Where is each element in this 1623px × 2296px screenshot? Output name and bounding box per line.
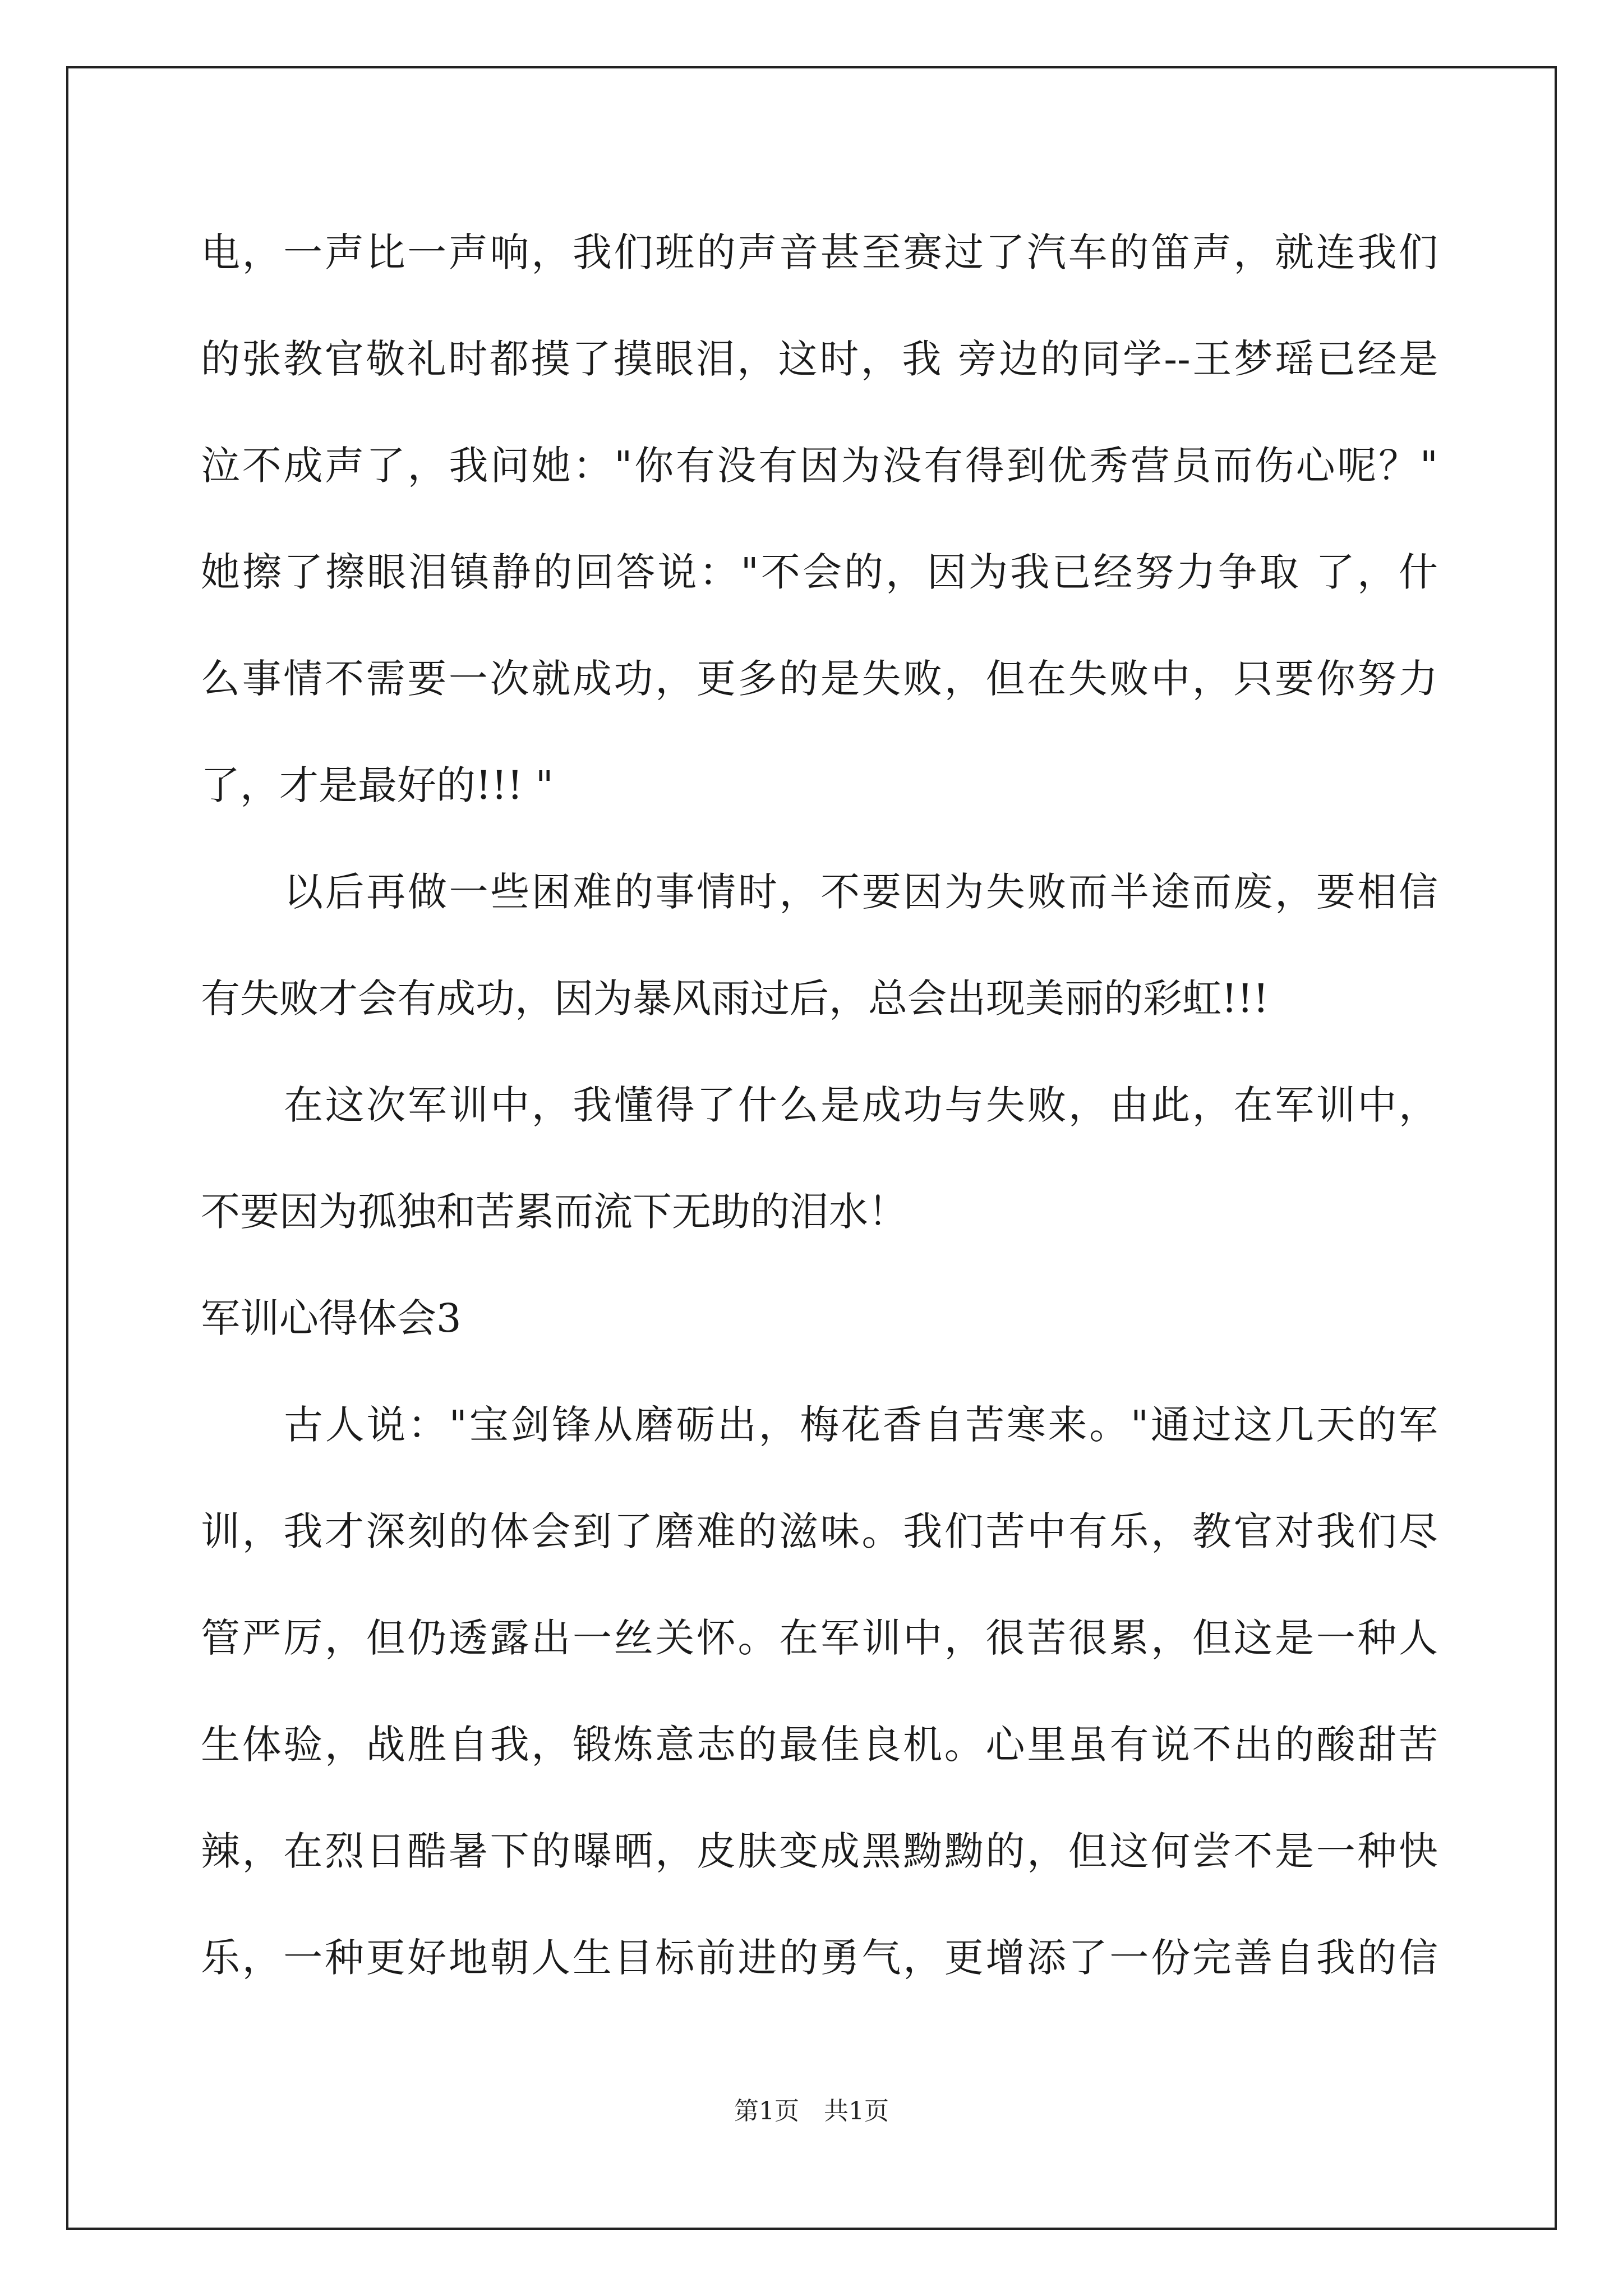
- body-line-3: 泣不成声了，我问她："你有没有因为没有得到优秀营员而伤心呢？": [201, 443, 1438, 489]
- body-line-1: 电，一声比一声响，我们班的声音甚至赛过了汽车的笛声，就连我们: [201, 229, 1438, 275]
- paragraph-3-line-1: 在这次军训中，我懂得了什么是成功与失败，由此，在军训中，: [284, 1082, 1438, 1128]
- body-line-2: 的张教官敬礼时都摸了摸眼泪，这时，我 旁边的同学--王梦瑶已经是: [201, 336, 1438, 382]
- paragraph-2-line-1: 以后再做一些困难的事情时，不要因为失败而半途而废，要相信: [284, 869, 1438, 915]
- paragraph-3-line-2: 不要因为孤独和苦累而流下无助的泪水！: [201, 1189, 907, 1235]
- paragraph-4-line-5: 辣，在烈日酷暑下的曝晒，皮肤变成黑黝黝的，但这何尝不是一种快: [201, 1828, 1438, 1874]
- paragraph-4-line-2: 训，我才深刻的体会到了磨难的滋味。我们苦中有乐，教官对我们尽: [201, 1508, 1438, 1554]
- body-line-5: 么事情不需要一次就成功，更多的是失败，但在失败中，只要你努力: [201, 656, 1438, 702]
- paragraph-2-line-2: 有失败才会有成功，因为暴风雨过后，总会出现美丽的彩虹!!!: [201, 976, 1269, 1022]
- page-number-footer: 第1页 共1页: [734, 2097, 889, 2125]
- paragraph-4-line-6: 乐，一种更好地朝人生目标前进的勇气，更增添了一份完善自我的信: [201, 1935, 1438, 1981]
- paragraph-4-line-4: 生体验，战胜自我，锻炼意志的最佳良机。心里虽有说不出的酸甜苦: [201, 1722, 1438, 1768]
- paragraph-4-line-3: 管严厉，但仍透露出一丝关怀。在军训中，很苦很累，但这是一种人: [201, 1615, 1438, 1661]
- body-line-4: 她擦了擦眼泪镇静的回答说："不会的，因为我已经努力争取 了，什: [201, 549, 1438, 595]
- body-line-6: 了，才是最好的!!! ": [201, 762, 554, 808]
- paragraph-4-line-1: 古人说："宝剑锋从磨砺出，梅花香自苦寒来。"通过这几天的军: [284, 1402, 1438, 1448]
- section-heading: 军训心得体会3: [201, 1295, 462, 1341]
